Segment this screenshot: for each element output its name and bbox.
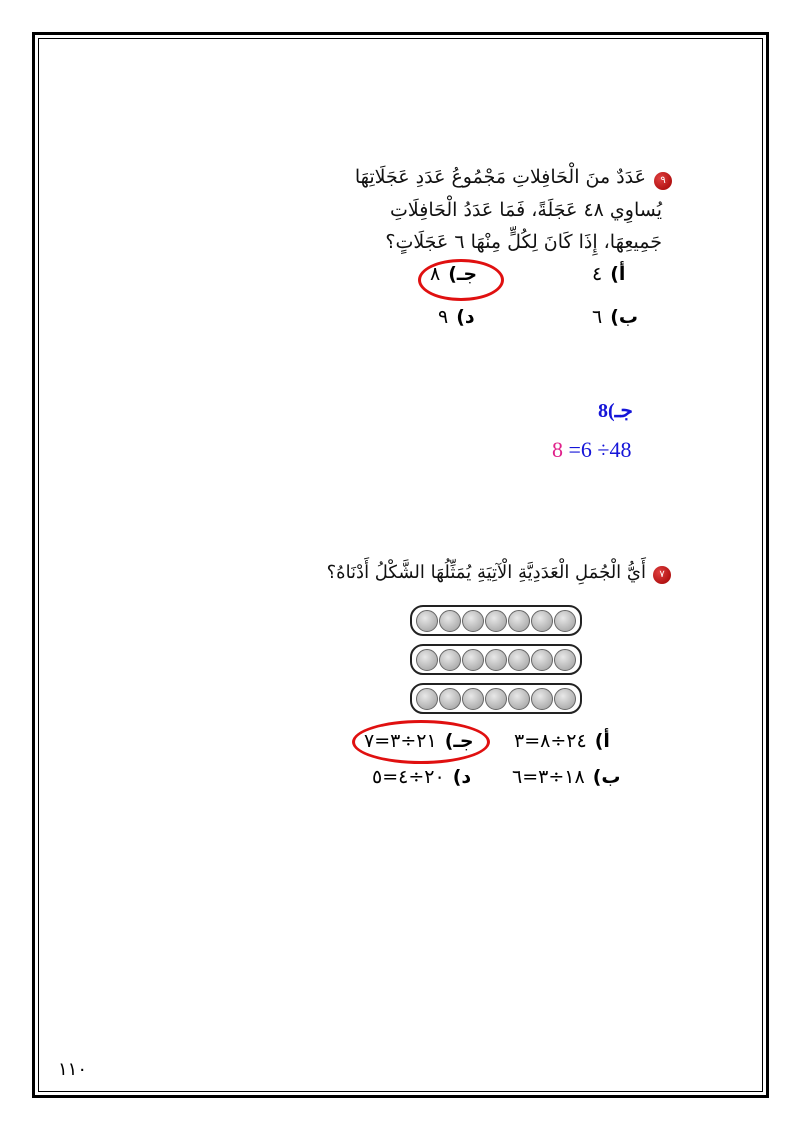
option-value: ٢٤÷٨=٣ [514, 730, 587, 752]
bead [416, 610, 438, 632]
bead [531, 688, 553, 710]
bead [508, 610, 530, 632]
option-label: جـ) [448, 263, 478, 285]
correct-answer-circle [418, 259, 504, 301]
bead [462, 610, 484, 632]
question-1-option-b [592, 306, 638, 328]
option-label: د) [452, 766, 472, 788]
question-1-line-1: عَدَدٌ منَ الْحَافِلاتِ مَجْمُوعُ عَدَدِ عَجَلَاتِهَا [354, 166, 646, 188]
bead [416, 688, 438, 710]
option-label: ب) [610, 306, 638, 328]
bead [531, 649, 553, 671]
option-value: ٢٠÷٤=٥ [372, 766, 445, 788]
question-2-number-badge: ٧ [653, 566, 671, 584]
option-value: ٩ [438, 306, 449, 328]
option-value: ٢١÷٣=٧ [364, 730, 437, 752]
option-value: ٦ [592, 306, 603, 328]
bead [508, 688, 530, 710]
question-1-option-d [438, 306, 475, 328]
question-1-line-3: جَمِيعِهَا، إِذَا كَانَ لِكُلٍّ مِنْهَا ٦ عَجَلَاتٍ؟ [385, 231, 662, 253]
bead [416, 649, 438, 671]
option-label: ب) [592, 766, 621, 788]
question-2-text: أَيُّ الْجُمَلِ الْعَدَدِيَّةِ الْآتِيَةِ يُمَثِّلُهَا الشَّكْلُ أَدْنَاهُ؟ [326, 562, 646, 583]
option-label: أ) [594, 730, 610, 752]
question-2-option-a [514, 730, 610, 752]
bead [554, 610, 576, 632]
bead [439, 610, 461, 632]
bead [462, 688, 484, 710]
option-label: أ) [610, 263, 626, 285]
option-label: جـ) [444, 730, 474, 752]
bead [462, 649, 484, 671]
question-1-line-2: يُساوِي ٤٨ عَجَلَةً، فَمَا عَدَدُ الْحَافِلَاتِ [390, 199, 662, 221]
answer-1-result: 8 [552, 437, 563, 462]
bead [531, 610, 553, 632]
question-1-option-a [592, 263, 625, 285]
bead [439, 688, 461, 710]
question-2-option-b [512, 766, 620, 788]
bead [485, 610, 507, 632]
option-value: ٤ [592, 263, 603, 285]
correct-answer-circle [352, 720, 490, 764]
bead [554, 688, 576, 710]
answer-1-equation: 8 =6 ÷48 [552, 437, 632, 462]
bead-row [410, 683, 582, 714]
bead-row [410, 644, 582, 675]
answer-1-choice: جـ)8 [598, 400, 633, 422]
page-number: ١١٠ [58, 1059, 88, 1080]
bead-row [410, 605, 582, 636]
option-label: د) [456, 306, 475, 328]
bead [508, 649, 530, 671]
question-2-option-d [372, 766, 471, 788]
bead [439, 649, 461, 671]
bead [485, 688, 507, 710]
option-value: ٨ [430, 263, 441, 285]
question-1-number-badge: ٩ [654, 172, 672, 190]
bead [554, 649, 576, 671]
option-value: ١٨÷٣=٦ [512, 766, 585, 788]
bead [485, 649, 507, 671]
bead-diagram [410, 605, 582, 722]
